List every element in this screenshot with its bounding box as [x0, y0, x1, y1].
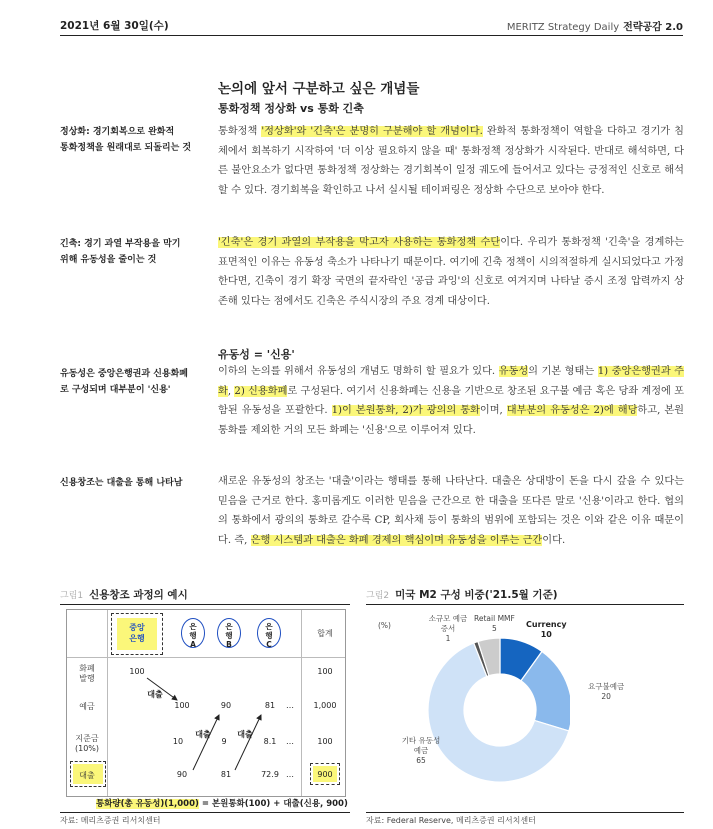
- report-date: 2021년 6월 30일(수): [60, 20, 169, 32]
- sidebar-line: 위해 유동성을 줄이는 것: [60, 255, 157, 265]
- highlighted-text: '정상화'와 '긴축'은 분명히 구분해야 할 개념이다.: [261, 126, 483, 137]
- text-run: 이다.: [542, 534, 566, 546]
- figure1-source: 자료: 메리츠증권 리서치센터: [60, 812, 350, 826]
- text-run: 이다. 우리가 통화정책 '긴축'을 경계하는 표면적인 이유는 유동성 축소가 나타나기 때문이다. 여기에 긴축 정책이 시의적절하게 실시되었다고 가정한다면, 긴축이 경기 확장 국면의 끝자락인 '공급 과잉'의 신호로 여겨지며 나타날 증시 조정 압력까지 상존해 있다는 점에서도 긴축은 주식시장의 주요 경계 대상이다.: [218, 237, 685, 307]
- text-run: 통화정책: [218, 126, 262, 137]
- figure2-source: 자료: Federal Reserve, 메리츠증권 리서치센터: [366, 812, 684, 826]
- slice-value: 20: [601, 692, 611, 701]
- money-supply-formula: [96, 797, 348, 809]
- loan-tag: 대출: [237, 730, 253, 739]
- sidebar-note-liquidity: [60, 366, 208, 398]
- text-run: 하고, 본원 통화를 제외한 거의 모든 화폐는 '신용'으로 이루어져 있다.: [218, 405, 684, 436]
- page-header: [60, 16, 683, 36]
- row-loan: 대출: [79, 771, 95, 780]
- sidebar-line: 유동성은 중앙은행권과 신용화폐: [60, 369, 188, 379]
- col-bank-a: 은 행 A: [181, 618, 205, 648]
- loan-tag: 대출: [147, 690, 163, 699]
- row-deposit: 예금: [79, 702, 95, 711]
- label-demand-deposits: [588, 682, 624, 702]
- text-run: 이며,: [479, 405, 507, 416]
- label-retail-mmf: [474, 614, 515, 634]
- section-subtitle-normalization: 통화정책 정상화 vs 통화 긴축: [218, 102, 364, 115]
- series-name: 전략공감 2.0: [623, 22, 683, 33]
- cell-reserve-a: 10: [172, 737, 184, 746]
- cell-deposit-b: 90: [220, 701, 232, 710]
- sidebar-note-normalization: [60, 124, 208, 156]
- paragraph-tightening: [218, 233, 684, 311]
- section-title: 논의에 앞서 구분하고 싶은 개념들: [218, 81, 420, 97]
- label-currency: [526, 620, 567, 640]
- text-run: 새로운 유동성의 창조는 '대출'이라는 행태를 통해 나타난다. 대출은 상대방이 돈을 다시 갚을 수 있다는 믿음을 근거로 한다. 홍미롭게도 이러한 믿음을 근간으로 한 대출을 또다른 말로 '신용'이라고 한다. 협의의 통화에서 광의의 통화로 갈수록 CP, 회사채 등이 통화의 범위에 포함되는 것은 이와 같은 이유 때문이다. 즉,: [218, 476, 684, 546]
- credit-creation-table: [66, 609, 346, 797]
- paragraph-liquidity: [218, 362, 684, 440]
- cell-loan-a: 90: [176, 770, 188, 779]
- row-money-issue: 화폐 발행: [79, 664, 95, 683]
- highlighted-text: 1) 중앙은행권과 주화: [218, 366, 685, 397]
- cell-loan-b: 81: [220, 770, 232, 779]
- sidebar-line: 로 구성되며 대부분이 '신용': [60, 385, 171, 395]
- formula-rest: = 본원통화(100) + 대출(신용, 900): [198, 799, 348, 809]
- cell-money-total: 100: [317, 667, 333, 676]
- cell-reserve-c: 8.1: [263, 737, 277, 746]
- highlighted-text: 1)이 본원통화, 2)가 광의의 통화: [331, 405, 480, 416]
- row-reserve: 지준금 (10%): [74, 734, 100, 753]
- cell-deposit-more: …: [286, 701, 294, 710]
- slice-value: 10: [540, 630, 552, 639]
- loan-flow-arrows: [67, 610, 347, 798]
- label-other-liquid-deposits: [398, 736, 444, 766]
- figure-title: 미국 M2 구성 비중('21.5월 기준): [395, 589, 558, 601]
- text-run: 이하의 논의를 위해서 유동성의 개념도 명화히 할 필요가 있다.: [218, 366, 499, 377]
- slice-label: Retail MMF: [474, 614, 515, 623]
- cell-loan-total: 900: [317, 770, 333, 779]
- slice-value: 1: [445, 634, 451, 643]
- sidebar-note-tightening: [60, 236, 208, 268]
- chart-unit: (%): [378, 621, 391, 630]
- cell-loan-c: 72.9: [261, 770, 279, 779]
- highlighted-text: 대부분의 유동성은 2)에 해당: [506, 405, 638, 416]
- sidebar-note-credit: 신용창조는 대출을 통해 나타남: [60, 478, 183, 488]
- cell-reserve-total: 100: [317, 737, 333, 746]
- figure2-header: [366, 587, 684, 605]
- slice-value: 5: [492, 624, 497, 633]
- text-run: ,: [227, 385, 235, 397]
- brand-name: MERITZ Strategy Daily: [506, 22, 620, 33]
- slice-label: Currency: [526, 620, 567, 629]
- col-central-bank: 중앙 은행: [129, 623, 145, 643]
- cell-reserve-b: 9: [221, 737, 227, 746]
- text-run: 의 기본 형태는: [528, 366, 598, 377]
- text-run: 완화적 통화정책이 역할을 다하고 경기가 침체에서 회복하기 시작하여 '더 이상 필요하지 않을 때' 통화정책 정상화가 시작된다. 반대로 해석하면, 다른 불안요소가 없다면 통화정책 정상화는 경기회복이 일정 궤도에 들어서고 있다는 긍정적인 신호로 해석할 수 있다. 경기회복을 확인하고 나서 실시될 테이퍼링은 정상화 수단으로 보아야 한다.: [218, 126, 684, 196]
- slice-label: 요구불예금: [588, 682, 625, 691]
- report-brand: [507, 18, 683, 33]
- highlighted-text: 유동성: [498, 366, 529, 377]
- formula-highlight: 통화량(총 유동성)(1,000): [96, 799, 199, 809]
- slice-label: 소규모 예금증서: [428, 614, 468, 633]
- cell-money-central: 100: [129, 667, 145, 676]
- cell-deposit-a: 100: [174, 701, 190, 710]
- col-bank-b: 은 행 B: [217, 618, 241, 648]
- col-bank-c: 은 행 C: [257, 618, 281, 648]
- figure-number: 그림2: [366, 591, 390, 601]
- figure-number: 그림1: [60, 591, 84, 601]
- cell-reserve-more: …: [286, 737, 294, 746]
- slice-value: 65: [416, 756, 426, 765]
- figure1-header: [60, 587, 350, 605]
- highlighted-text: '긴축'은 경기 과열의 부작용을 막고자 사용하는 통화정책 수단: [218, 237, 501, 248]
- figure-title: 신용창조 과정의 예시: [89, 589, 188, 601]
- sidebar-line: 통화정책을 원래대로 되돌리는 것: [60, 143, 192, 153]
- section-subtitle-liquidity: 유동성 = '신용': [218, 348, 295, 361]
- col-total: 합계: [317, 629, 333, 638]
- paragraph-normalization: [218, 122, 684, 200]
- loan-tag: 대출: [195, 730, 211, 739]
- cell-deposit-c: 81: [264, 701, 276, 710]
- cell-deposit-total: 1,000: [313, 701, 337, 710]
- paragraph-credit-creation: [218, 472, 684, 550]
- cell-loan-more: …: [286, 770, 294, 779]
- highlighted-text: 2) 신용화폐: [234, 385, 288, 397]
- slice-label: 기타 유동성 예금: [401, 736, 441, 755]
- text-run: 로 구성된다. 여기서 신용화폐는 신용을 기반으로 창조된 요구불 예금 혹은 당좌 계정에 포함된 유동성을 포괄한다.: [218, 385, 684, 416]
- sidebar-line: 긴축: 경기 과열 부작용을 막기: [60, 239, 181, 249]
- sidebar-line: 정상화: 경기회복으로 완화적: [60, 127, 175, 137]
- highlighted-text: 은행 시스템과 대출은 화폐 경제의 핵심이며 유동성을 이루는 근간: [250, 534, 543, 546]
- label-small-time-deposits: [426, 614, 470, 644]
